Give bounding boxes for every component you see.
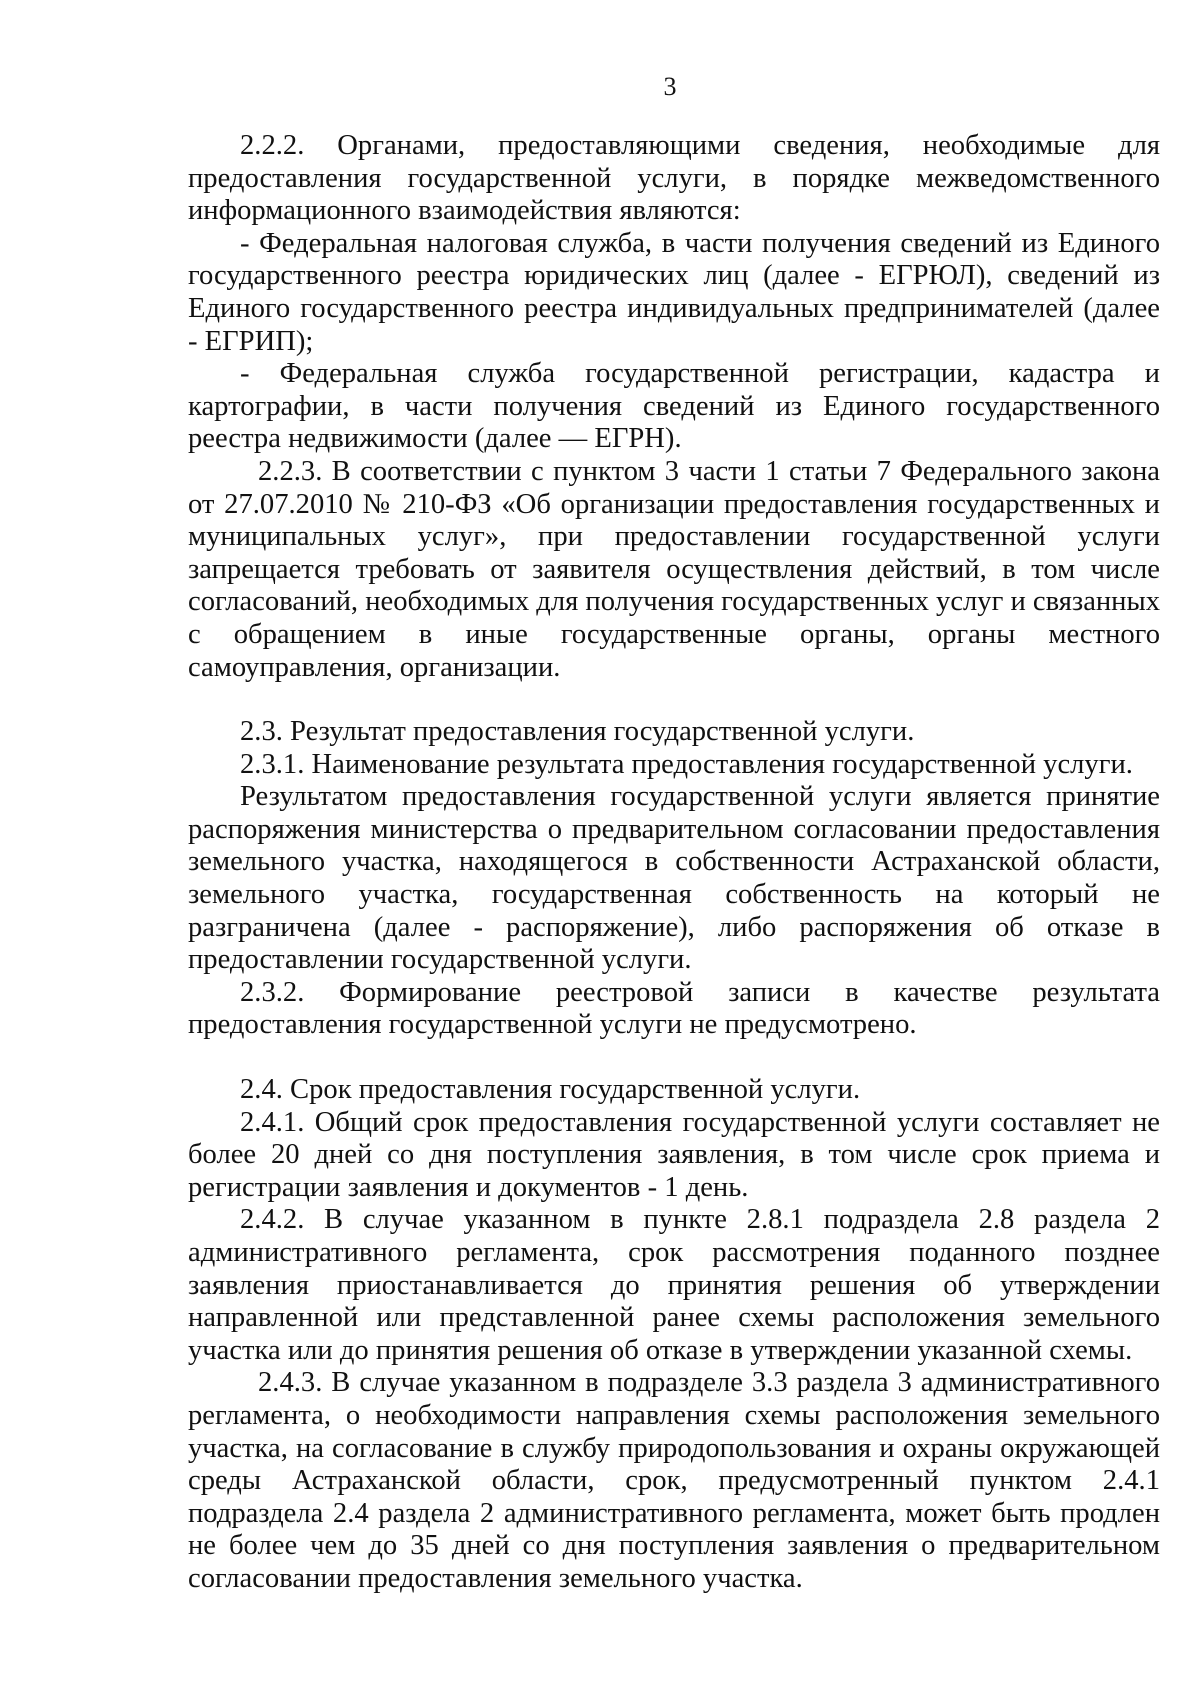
paragraph-fns: - Федеральная налоговая служба, в части получения сведений из Единого государственного реестра юридических лиц (далее - ЕГРЮЛ), сведений из Единого государственного реестра индивидуальных предпринимателей (далее - ЕГРИП);: [188, 227, 1160, 357]
section-gap: [188, 684, 1160, 716]
paragraph-2-4-2: 2.4.2. В случае указанном в пункте 2.8.1 подраздела 2.8 раздела 2 административного регламента, срок рассмотрения поданного позднее заявления приостанавливается до принятия решения об утверждении направленной или представленной ранее схемы расположения земельного участка или до принятия решения об отказе в утверждении указанной схемы.: [188, 1204, 1160, 1366]
page-number: 3: [663, 72, 677, 101]
paragraph-rosreestr: - Федеральная служба государственной регистрации, кадастра и картографии, в части получения сведений из Единого государственного реестра недвижимости (далее — ЕГРН).: [188, 358, 1160, 455]
paragraph-2-2-3: 2.2.3. В соответствии с пунктом 3 части 1 статьи 7 Федерального закона от 27.07.2010 № 210-ФЗ «Об организации предоставления государственных и муниципальных услуг», при предоставлении государственной услуги запрещается требовать от заявителя осуществления действий, в том числе согласований, необходимых для получения государственных услуг и связанных с обращением в иные государственные органы, органы местного самоуправления, организации.: [188, 455, 1160, 683]
paragraph-2-4-3: 2.4.3. В случае указанном в подразделе 3.3 раздела 3 административного регламента, о необходимости направления схемы расположения земельного участка, на согласование в службу природопользования и охраны окружающей среды Астраханской области, срок, предусмотренный пунктом 2.4.1 подраздела 2.4 раздела 2 административного регламента, может быть продлен не более чем до 35 дней со дня поступления заявления о предварительном согласовании предоставления земельного участка.: [188, 1367, 1160, 1594]
document-body: [188, 130, 1160, 1596]
heading-2-3: 2.3. Результат предоставления государственной услуги.: [240, 716, 915, 748]
heading-2-4: 2.4. Срок предоставления государственной услуги.: [240, 1074, 861, 1106]
paragraph-2-2-2: 2.2.2. Органами, предоставляющими сведения, необходимые для предоставления государственной услуги, в порядке межведомственного информационного взаимодействия являются:: [188, 130, 1160, 227]
paragraph-2-3-2: 2.3.2. Формирование реестровой записи в качестве результата предоставления государственной услуги не предусмотрено.: [188, 976, 1160, 1041]
paragraph-2-4-1: 2.4.1. Общий срок предоставления государственной услуги составляет не более 20 дней со дня поступления заявления, в том числе срок приема и регистрации заявления и документов - 1 день.: [188, 1106, 1160, 1203]
section-gap: [188, 1042, 1160, 1074]
paragraph-result: Результатом предоставления государственной услуги является принятие распоряжения министерства о предварительном согласовании предоставления земельного участка, находящегося в собственности Астраханской области, земельного участка, государственная собственность на который не разграничена (далее - распоряжение), либо распоряжения об отказе в предоставлении государственной услуги.: [188, 781, 1160, 976]
paragraph-2-3-1: 2.3.1. Наименование результата предоставления государственной услуги.: [240, 748, 1133, 780]
